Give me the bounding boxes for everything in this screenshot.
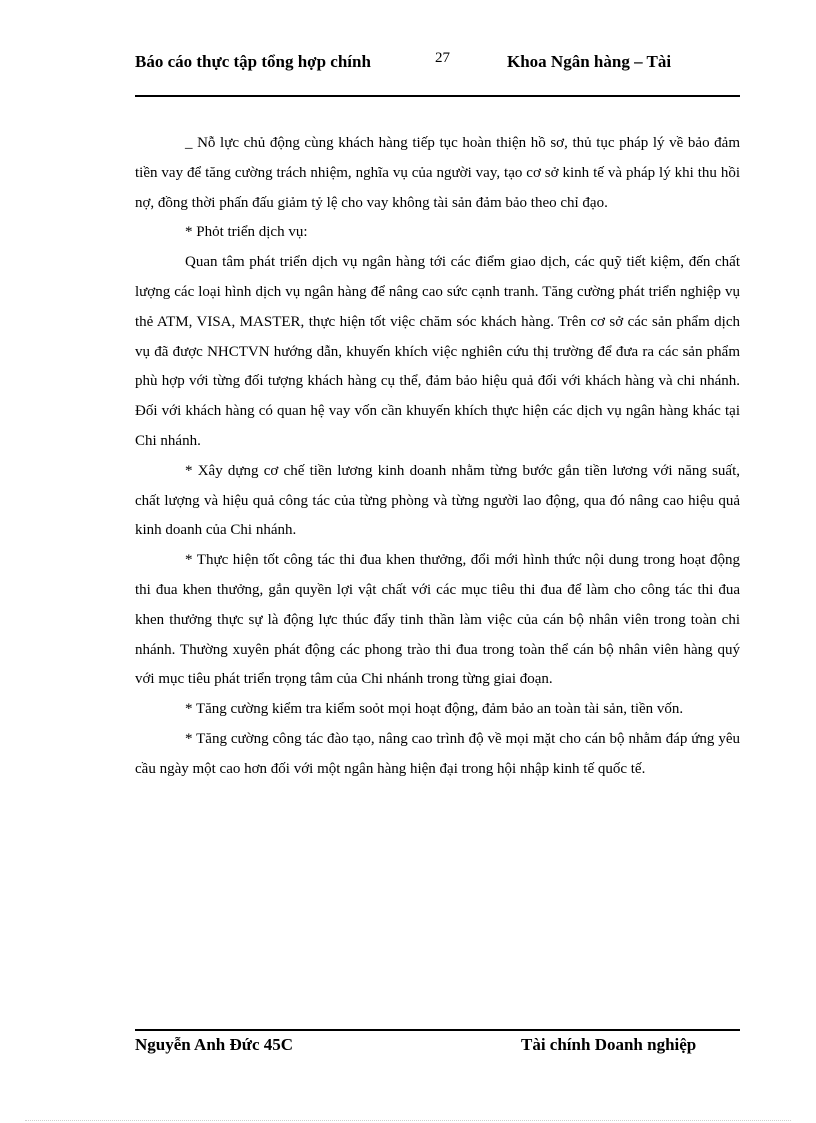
footer-divider — [135, 1029, 740, 1031]
header-faculty: Khoa Ngân hàng – Tài — [507, 52, 672, 71]
paragraph: * Tăng cường kiểm tra kiểm soỏt mọi hoạt động, đảm bảo an toàn tài sản, tiền vốn. — [185, 701, 684, 718]
page-number: 27 — [435, 50, 450, 66]
document-body — [135, 129, 740, 785]
footer-department: Tài chính Doanh nghiệp — [521, 1035, 697, 1054]
paragraph: _ Nỗ lực chủ động cùng khách hàng tiếp tục hoàn thiện hồ sơ, thủ tục pháp lý về bảo đảm tiền vay để tăng cường trách nhiệm, nghĩa vụ của người vay, tạo cơ sở kinh tế và pháp lý khi thu hồi nợ, đồng thời phấn đấu giảm tỷ lệ cho vay không tài sản đảm bảo theo chỉ đạo. — [135, 135, 740, 211]
header-report-title: Báo cáo thực tập tổng hợp chính — [135, 52, 371, 71]
page-bottom-border — [25, 1120, 791, 1121]
paragraph: * Thực hiện tốt công tác thi đua khen thưởng, đổi mới hình thức nội dung trong hoạt động thi đua khen thưởng, gắn quyền lợi vật chất với các mục tiêu thi đua để làm cho công tác thi đua khen thưởng thực sự là động lực thúc đẩy tinh thần làm việc của cán bộ nhân viên trong toàn chi nhánh. Thường xuyên phát động các phong trào thi đua trong toàn thể cán bộ nhân viên hàng quý với mục tiêu phát triển trọng tâm của Chi nhánh trong từng giai đoạn. — [135, 552, 740, 688]
paragraph: * Phỏt triển dịch vụ: — [185, 224, 308, 241]
paragraph: * Xây dựng cơ chế tiền lương kinh doanh nhằm từng bước gắn tiền lương với năng suất, chất lượng và hiệu quả công tác của từng phòng và từng người lao động, qua đó nâng cao hiệu quả kinh doanh của Chi nhánh. — [135, 462, 740, 539]
header-divider — [135, 95, 740, 97]
footer-author: Nguyễn Anh Đức 45C — [135, 1035, 294, 1054]
paragraph: * Tăng cường công tác đào tạo, nâng cao trình độ về mọi mặt cho cán bộ nhằm đáp ứng yêu cầu ngày một cao hơn đối với một ngân hàng hiện đại trong hội nhập kinh tế quốc tế. — [135, 730, 740, 777]
paragraph: Quan tâm phát triển dịch vụ ngân hàng tới các điểm giao dịch, các quỹ tiết kiệm, đến chất lượng các loại hình dịch vụ ngân hàng để nâng cao sức cạnh tranh. Tăng cường phát triển nghiệp vụ thẻ ATM, VISA, MASTER, thực hiện tốt việc chăm sóc khách hàng. Trên cơ sở các sản phẩm dịch vụ đã được NHCTVN hướng dẫn, khuyến khích việc nghiên cứu thị trường để đưa ra các sản phẩm phù hợp với từng đối tượng khách hàng cụ thể, đảm bảo hiệu quả đối với khách hàng và chi nhánh. Đối với khách hàng có quan hệ vay vốn cần khuyến khích thực hiện các dịch vụ ngân hàng khác tại Chi nhánh. — [135, 254, 740, 449]
